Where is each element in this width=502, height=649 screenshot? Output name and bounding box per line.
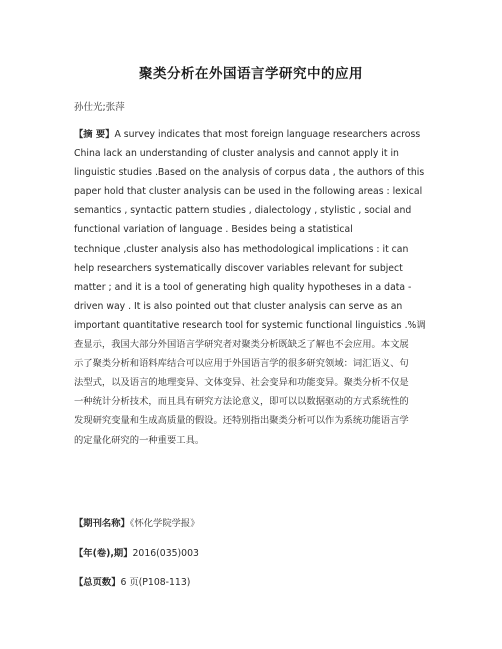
abstract-line: linguistic studies .Based on the analysis of corpus data , the authors of this bbox=[74, 167, 425, 179]
abstract-label: 【摘 要】 bbox=[74, 129, 115, 140]
year-value: 2016(035)003 bbox=[132, 548, 199, 559]
abstract-line: driven way . It is also pointed out that cluster analysis can serve as an bbox=[74, 300, 403, 312]
abstract-line: China lack an understanding of cluster analysis and cannot apply it in bbox=[74, 148, 399, 160]
abstract-line: 的定量化研究的一种重要工具。 bbox=[74, 434, 205, 446]
abstract-line: 示了聚类分析和语料库结合可以应用于外国语言学的很多研究领域：词汇语义、句 bbox=[74, 358, 409, 370]
abstract-line: matter ; and it is a tool of generating high quality hypotheses in a data - bbox=[74, 281, 412, 293]
paper-authors: 孙仕光;张萍 bbox=[74, 102, 125, 113]
abstract-line: 查显示，我国大部分外国语言学研究者对聚类分析既缺乏了解也不会应用。本文展 bbox=[74, 339, 409, 351]
year-label: 【年(卷),期】 bbox=[74, 548, 133, 559]
pages-label: 【总页数】 bbox=[74, 577, 121, 588]
abstract-line: important quantitative research tool for systemic functional linguistics .%调 bbox=[74, 319, 426, 331]
journal-row bbox=[74, 515, 200, 529]
journal-label: 【期刊名称】 bbox=[74, 518, 130, 529]
abstract-line bbox=[74, 125, 430, 144]
abstract-line: 法型式，以及语言的地理变异、文体变异、社会变异和功能变异。聚类分析不仅是 bbox=[74, 377, 409, 389]
abstract-line: functional variation of language . Besides being a statistical bbox=[74, 224, 353, 236]
abstract-text: A survey indicates that most foreign language researchers across bbox=[114, 129, 421, 140]
pages-value: 6 页(P108-113) bbox=[120, 577, 191, 588]
abstract-line: 一种统计分析技术，而且具有研究方法论意义，即可以以数据驱动的方式系统性的 bbox=[74, 396, 409, 408]
abstract-block bbox=[74, 125, 430, 450]
pages-row bbox=[74, 574, 190, 588]
paper-title: 聚类分析在外国语言学研究中的应用 bbox=[139, 66, 363, 82]
journal-value: 《怀化学院学报》 bbox=[129, 518, 200, 529]
abstract-line: paper hold that cluster analysis can be used in the following areas : lexical bbox=[74, 186, 423, 198]
year-row bbox=[74, 545, 199, 559]
abstract-line: semantics , syntactic pattern studies , dialectology , stylistic , social and bbox=[74, 205, 412, 217]
abstract-line: technique ,cluster analysis also has methodological implications : it can bbox=[74, 243, 409, 255]
abstract-line: help researchers systematically discover variables relevant for subject bbox=[74, 262, 403, 274]
abstract-line: 发现研究变量和生成高质量的假设。还特别指出聚类分析可以作为系统功能语言学 bbox=[74, 415, 409, 427]
